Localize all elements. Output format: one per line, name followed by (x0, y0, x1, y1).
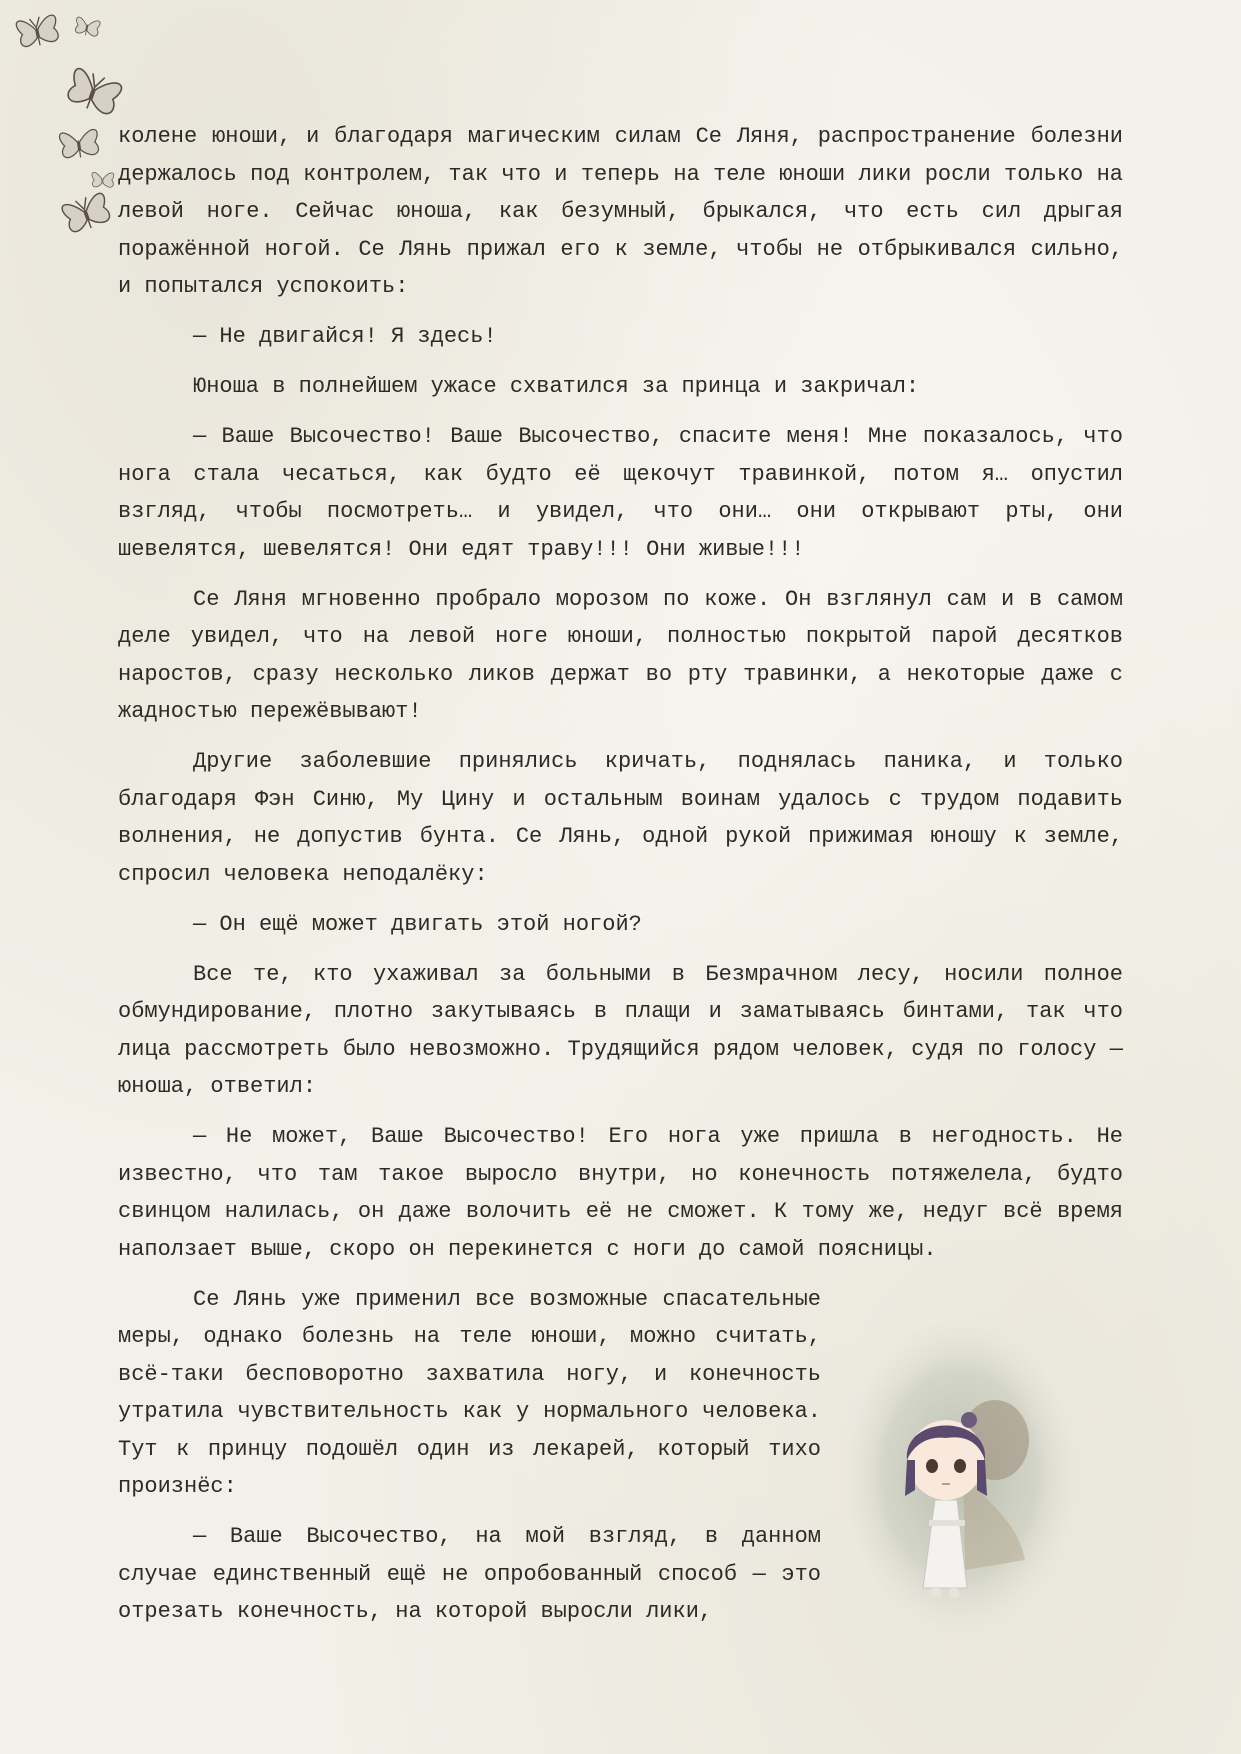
paragraph: — Ваше Высочество, на мой взгляд, в данном случае единственный ещё не опробованный способ — это отрезать конечность, на которой выросли лики, (118, 1524, 821, 1624)
paragraph: Се Лянь уже применил все возможные спасательные меры, однако болезнь на теле юноши, можно считать, всё-таки бесповоротно захватила ногу, и конечность утратила чувствительность как у нормального человека. Тут к принцу подошёл один из лекарей, который тихо произнёс: (118, 1286, 821, 1499)
paragraph: Се Ляня мгновенно пробрало морозом по коже. Он взглянул сам и в самом деле увидел, что на левой ноге юноши, полностью покрытой парой десятков наростов, сразу несколько ликов держат во рту травинки, а некоторые даже с жадностью пережёвывают! (118, 586, 1123, 724)
paragraph: колене юноши, и благодаря магическим силам Се Ляня, распространение болезни держалось под контролем, так что и теперь на теле юноши лики росли только на левой ноге. Сейчас юноша, как безумный, брыкался, что есть сил дрыгая поражённой ногой. Се Лянь прижал его к земле, чтобы не отбрыкивался сильно, и попытался успокоить: (118, 124, 1123, 299)
paragraph: Юноша в полнейшем ужасе схватился за принца и закричал: (193, 374, 920, 399)
chibi-character-illustration (845, 1310, 1075, 1630)
paragraph: Другие заболевшие принялись кричать, поднялась паника, и только благодаря Фэн Синю, Му Цину и остальным воинам удалось с трудом подавить волнения, не допустив бунта. Се Лянь, одной рукой прижимая юношу к земле, спросил человека неподалёку: (118, 749, 1123, 887)
paragraph: — Не может, Ваше Высочество! Его нога уже пришла в негодность. Не известно, что там такое выросло внутри, но конечность потяжелела, будто свинцом налилась, он даже волочить её не сможет. К тому же, недуг всё время наползает выше, скоро он перекинется с ноги до самой поясницы. (118, 1124, 1123, 1262)
paragraph: — Ваше Высочество! Ваше Высочество, спасите меня! Мне показалось, что нога стала чесаться, как будто её щекочут травинкой, потом я… опустил взгляд, чтобы посмотреть… и увидел, что они… они открывают рты, они шевелятся, шевелятся! Они едят траву!!! Они живые!!! (118, 424, 1123, 562)
paragraph: — Не двигайся! Я здесь! (193, 324, 497, 349)
paragraph: Все те, кто ухаживал за больными в Безмрачном лесу, носили полное обмундирование, плотно закутываясь в плащи и заматываясь бинтами, так что лица рассмотреть было невозможно. Трудящийся рядом человек, судя по голосу — юноша, ответил: (118, 961, 1123, 1099)
paragraph: — Он ещё может двигать этой ногой? (193, 911, 642, 937)
